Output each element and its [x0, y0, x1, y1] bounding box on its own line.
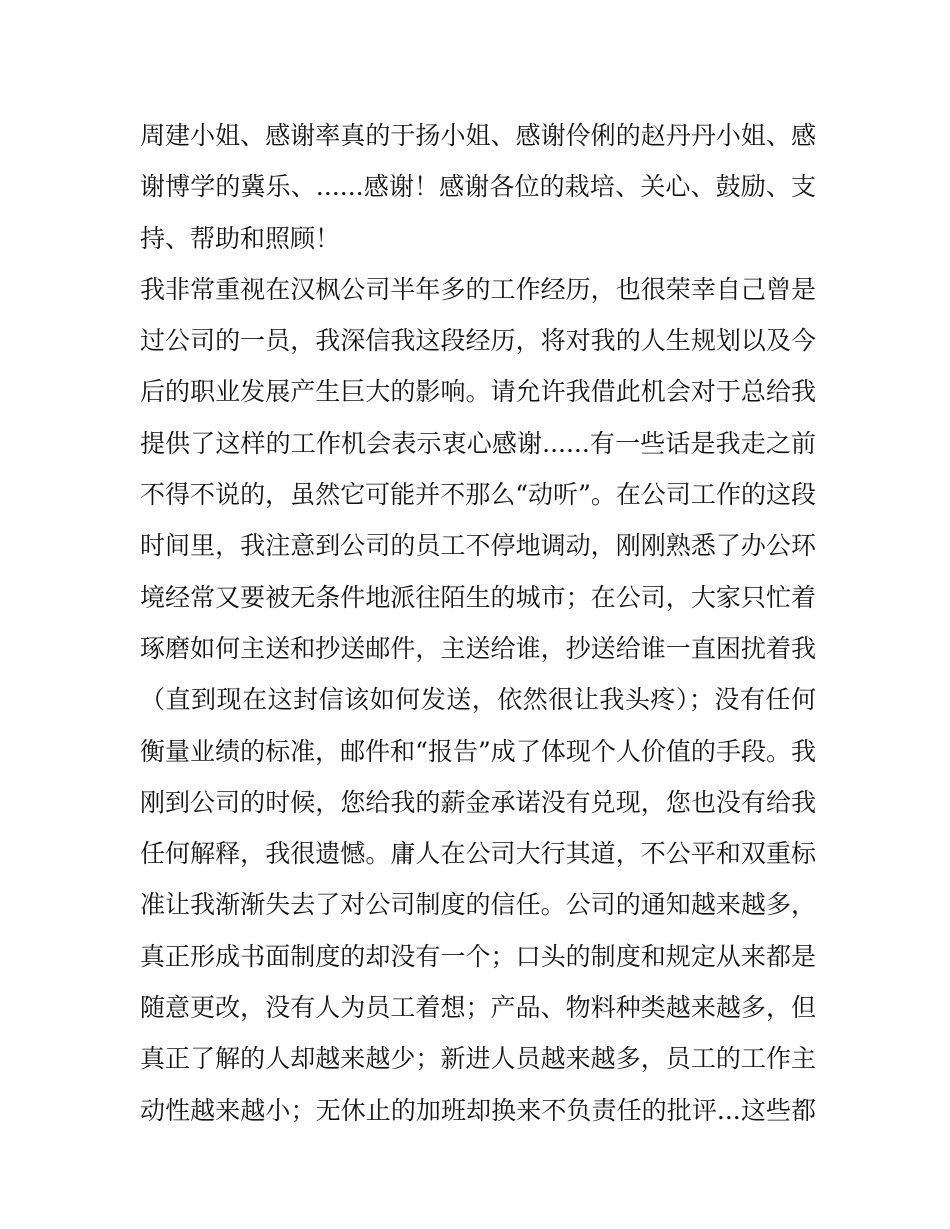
text-line-2: 谢博学的冀乐、......感谢！感谢各位的栽培、关心、鼓励、支	[140, 172, 816, 202]
text-line-19: 真正了解的人却越来越少；新进人员越来越多，员工的工作主	[140, 1044, 816, 1074]
text-line-6: 后的职业发展产生巨大的影响。请允许我借此机会对于总给我	[140, 377, 816, 407]
text-line-3: 持、帮助和照顾！	[140, 223, 341, 253]
text-line-10: 境经常又要被无条件地派往陌生的城市；在公司，大家只忙着	[140, 582, 816, 612]
text-line-16: 准让我渐渐失去了对公司制度的信任。公司的通知越来越多，	[140, 890, 816, 920]
text-line-15: 任何解释，我很遗憾。庸人在公司大行其道，不公平和双重标	[140, 839, 816, 869]
text-line-12: （直到现在这封信该如何发送，依然很让我头疼）；没有任何	[140, 685, 816, 715]
text-line-4: 我非常重视在汉枫公司半年多的工作经历，也很荣幸自己曾是	[140, 274, 816, 304]
text-line-7: 提供了这样的工作机会表示衷心感谢......有一些话是我走之前	[140, 428, 816, 458]
letter-body-text	[140, 110, 816, 1136]
text-line-11: 琢磨如何主送和抄送邮件，主送给谁，抄送给谁一直困扰着我	[140, 633, 816, 663]
text-line-1: 周建小姐、感谢率真的于扬小姐、感谢伶俐的赵丹丹小姐、感	[140, 121, 816, 150]
text-line-20: 动性越来越小；无休止的加班却换来不负责任的批评...这些都	[140, 1095, 816, 1125]
text-line-5: 过公司的一员，我深信我这段经历，将对我的人生规划以及今	[140, 326, 816, 356]
text-line-8: 不得不说的，虽然它可能并不那么“动听”。在公司工作的这段	[140, 480, 816, 510]
text-line-13: 衡量业绩的标准，邮件和“报告”成了体现个人价值的手段。我	[140, 736, 816, 766]
text-line-17: 真正形成书面制度的却没有一个；口头的制度和规定从来都是	[140, 941, 816, 971]
text-line-9: 时间里，我注意到公司的员工不停地调动，刚刚熟悉了办公环	[140, 531, 816, 561]
text-line-14: 刚到公司的时候，您给我的薪金承诺没有兑现，您也没有给我	[140, 787, 816, 817]
text-line-18: 随意更改，没有人为员工着想；产品、物料种类越来越多，但	[140, 993, 816, 1023]
